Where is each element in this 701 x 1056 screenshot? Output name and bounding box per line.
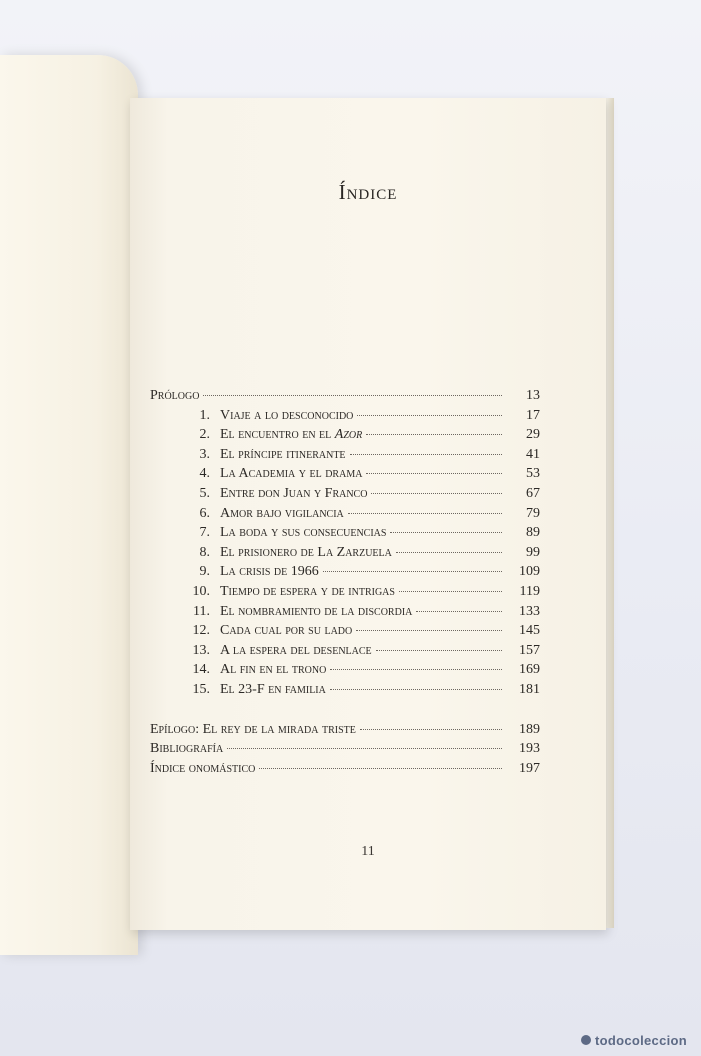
- dot-leader: [203, 395, 502, 396]
- entry-title: Bibliografía: [150, 741, 224, 757]
- watermark-text: todocoleccion: [594, 1033, 687, 1048]
- toc-entry-chapter: [150, 525, 540, 545]
- toc-entry-chapter: [150, 662, 540, 682]
- left-page: [0, 55, 138, 955]
- chapter-number: 5.: [199, 485, 210, 501]
- toc-entry-chapter: [150, 408, 540, 428]
- dot-leader: [323, 571, 502, 572]
- entry-title: A la espera del desenlace: [220, 642, 372, 658]
- dot-leader: [330, 669, 502, 670]
- entry-title: Al fin en el trono: [220, 662, 327, 678]
- entry-title: La boda y sus consecuencias: [220, 525, 387, 541]
- dot-leader: [357, 415, 502, 416]
- chapter-number: 13.: [192, 642, 210, 658]
- dot-leader: [348, 513, 502, 514]
- entry-page: 109: [519, 564, 540, 580]
- toc-entry-chapter: [150, 447, 540, 467]
- dot-leader: [376, 650, 502, 651]
- chapter-number: 8.: [199, 544, 210, 560]
- entry-page: 79: [526, 505, 540, 521]
- dot-leader: [227, 748, 502, 749]
- chapter-number: 7.: [199, 525, 210, 541]
- toc-entry-chapter: [150, 427, 540, 447]
- entry-title: Cada cual por su lado: [220, 623, 353, 639]
- entry-page: 157: [519, 642, 540, 658]
- dot-leader: [259, 768, 502, 769]
- dot-leader: [396, 552, 502, 553]
- entry-page: 13: [526, 388, 540, 403]
- dot-leader: [399, 591, 502, 592]
- chapter-number: 11.: [193, 603, 210, 619]
- chapter-number: 6.: [199, 505, 210, 521]
- toc-entry-epilogue: [150, 722, 540, 742]
- toc-entry-chapter: [150, 564, 540, 584]
- entry-page: 41: [526, 446, 540, 462]
- entry-title: El 23-F en familia: [220, 681, 326, 697]
- index-heading: Índice: [338, 180, 398, 204]
- entry-page: 169: [519, 662, 540, 678]
- dot-leader: [371, 493, 502, 494]
- toc-entry-chapter: [150, 584, 540, 604]
- toc-entry-chapter: [150, 682, 540, 702]
- entry-title: El príncipe itinerante: [220, 446, 346, 462]
- table-of-contents: [150, 388, 540, 780]
- entry-title: Tiempo de espera y de intrigas: [220, 583, 395, 599]
- entry-page: 67: [526, 485, 540, 501]
- entry-title: Epílogo: El rey de la mirada triste: [150, 721, 356, 737]
- logo-icon: [581, 1035, 591, 1045]
- entry-page: 89: [526, 525, 540, 541]
- entry-page: 133: [519, 603, 540, 619]
- chapter-number: 10.: [192, 583, 210, 599]
- chapter-number: 15.: [192, 681, 210, 697]
- toc-entry-chapter: [150, 486, 540, 506]
- chapter-number: 12.: [192, 623, 210, 639]
- entry-title: [220, 427, 362, 443]
- entry-title: El nombramiento de la discordia: [220, 603, 413, 619]
- chapter-number: 14.: [192, 662, 210, 678]
- dot-leader: [416, 611, 502, 612]
- dot-leader: [350, 454, 502, 455]
- entry-title: Índice onomástico: [150, 760, 256, 776]
- entry-page: 119: [519, 583, 540, 599]
- toc-entry-chapter: [150, 545, 540, 565]
- entry-page: 17: [526, 407, 540, 423]
- dot-leader: [366, 473, 502, 474]
- toc-entry-chapter: [150, 506, 540, 526]
- toc-entry-prologue: [150, 388, 540, 408]
- toc-entry-chapter: [150, 466, 540, 486]
- dot-leader: [390, 532, 502, 533]
- book-page: [130, 98, 606, 930]
- chapter-number: 9.: [199, 564, 210, 580]
- entry-page: 99: [526, 544, 540, 560]
- chapter-number: 2.: [199, 427, 210, 443]
- dot-leader: [360, 729, 502, 730]
- page-number: 11: [361, 844, 375, 859]
- dot-leader: [330, 689, 502, 690]
- entry-page: 189: [519, 721, 540, 737]
- entry-title-italic: Azor: [334, 427, 363, 443]
- section-gap: [150, 702, 540, 722]
- entry-title: Entre don Juan y Franco: [220, 485, 368, 501]
- dot-leader: [356, 630, 502, 631]
- entry-page: 29: [526, 427, 540, 443]
- entry-title: La Academia y el drama: [220, 466, 363, 482]
- toc-entry-chapter: [150, 623, 540, 643]
- entry-title: Viaje a lo desconocido: [220, 407, 354, 423]
- toc-entry-chapter: [150, 643, 540, 663]
- entry-title-text: El encuentro en el: [220, 427, 335, 443]
- entry-page: 193: [519, 741, 540, 757]
- entry-title: La crisis de 1966: [220, 564, 319, 580]
- chapter-number: 3.: [199, 446, 210, 462]
- entry-title: Prólogo: [150, 388, 200, 403]
- chapter-number: 4.: [199, 466, 210, 482]
- toc-entry-name-index: [150, 761, 540, 781]
- entry-page: 145: [519, 623, 540, 639]
- entry-page: 53: [526, 466, 540, 482]
- entry-page: 197: [519, 760, 540, 776]
- watermark-logo: [581, 1033, 687, 1048]
- entry-title: El prisionero de La Zarzuela: [220, 544, 392, 560]
- entry-page: 181: [519, 681, 540, 697]
- entry-title: Amor bajo vigilancia: [220, 505, 344, 521]
- dot-leader: [366, 434, 502, 435]
- toc-entry-bibliography: [150, 741, 540, 761]
- chapter-number: 1.: [199, 407, 210, 423]
- toc-entry-chapter: [150, 604, 540, 624]
